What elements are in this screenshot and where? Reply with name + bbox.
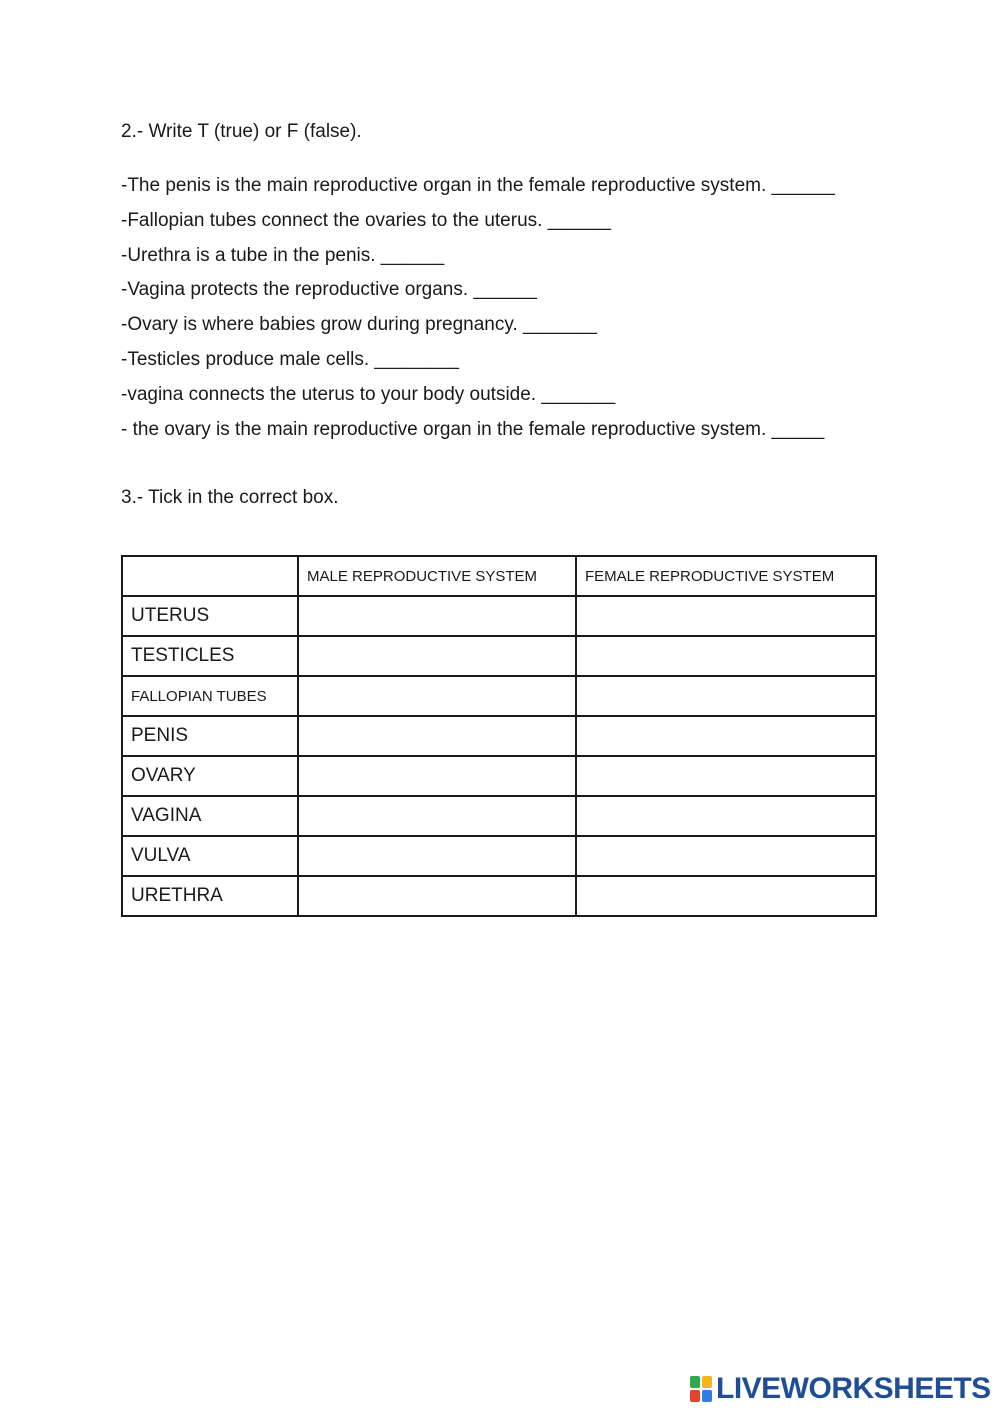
female-tick-box[interactable] [576, 596, 876, 636]
table-row [122, 676, 876, 716]
female-tick-box[interactable] [576, 676, 876, 716]
statement-2[interactable]: -Fallopian tubes connect the ovaries to the uterus. ______ [121, 209, 612, 231]
logo-block-icon [690, 1376, 700, 1388]
header-empty [122, 556, 298, 596]
table-row [122, 636, 876, 676]
row-label: VULVA [122, 836, 298, 876]
male-tick-box[interactable] [298, 716, 576, 756]
statement-8[interactable]: - the ovary is the main reproductive organ in the female reproductive system. _____ [121, 418, 825, 440]
row-label: URETHRA [122, 876, 298, 916]
table-header-row [122, 556, 876, 596]
row-label: PENIS [122, 716, 298, 756]
logo-text: LIVEWORKSHEETS [716, 1372, 991, 1405]
question-3-title: 3.- Tick in the correct box. [121, 487, 339, 508]
table-row [122, 796, 876, 836]
statement-6[interactable]: -Testicles produce male cells. ________ [121, 348, 459, 370]
male-tick-box[interactable] [298, 676, 576, 716]
table-row [122, 836, 876, 876]
row-label: FALLOPIAN TUBES [122, 676, 298, 716]
true-false-statements [121, 174, 835, 452]
statement-4[interactable]: -Vagina protects the reproductive organs. ______ [121, 279, 537, 301]
logo-block-icon [690, 1390, 700, 1402]
statement-3[interactable]: -Urethra is a tube in the penis. ______ [121, 244, 445, 266]
row-label: TESTICLES [122, 636, 298, 676]
table-row [122, 876, 876, 916]
row-label: VAGINA [122, 796, 298, 836]
male-tick-box[interactable] [298, 796, 576, 836]
row-label: UTERUS [122, 596, 298, 636]
header-female: FEMALE REPRODUCTIVE SYSTEM [576, 556, 876, 596]
female-tick-box[interactable] [576, 796, 876, 836]
male-tick-box[interactable] [298, 756, 576, 796]
logo-block-icon [702, 1390, 712, 1402]
female-tick-box[interactable] [576, 836, 876, 876]
question-2-title: 2.- Write T (true) or F (false). [121, 121, 362, 142]
male-tick-box[interactable] [298, 636, 576, 676]
female-tick-box[interactable] [576, 716, 876, 756]
logo-blocks-icon [690, 1376, 712, 1402]
male-tick-box[interactable] [298, 836, 576, 876]
header-male: MALE REPRODUCTIVE SYSTEM [298, 556, 576, 596]
liveworksheets-logo [690, 1372, 991, 1406]
statement-1[interactable]: -The penis is the main reproductive organ in the female reproductive system. ______ [121, 175, 835, 196]
female-tick-box[interactable] [576, 876, 876, 916]
tick-table [121, 555, 877, 917]
male-tick-box[interactable] [298, 876, 576, 916]
female-tick-box[interactable] [576, 636, 876, 676]
table-row [122, 756, 876, 796]
male-tick-box[interactable] [298, 596, 576, 636]
logo-block-icon [702, 1376, 712, 1388]
row-label: OVARY [122, 756, 298, 796]
statement-7[interactable]: -vagina connects the uterus to your body outside. _______ [121, 383, 616, 405]
statement-5[interactable]: -Ovary is where babies grow during pregnancy. _______ [121, 314, 597, 336]
table-row [122, 716, 876, 756]
table-row [122, 596, 876, 636]
female-tick-box[interactable] [576, 756, 876, 796]
